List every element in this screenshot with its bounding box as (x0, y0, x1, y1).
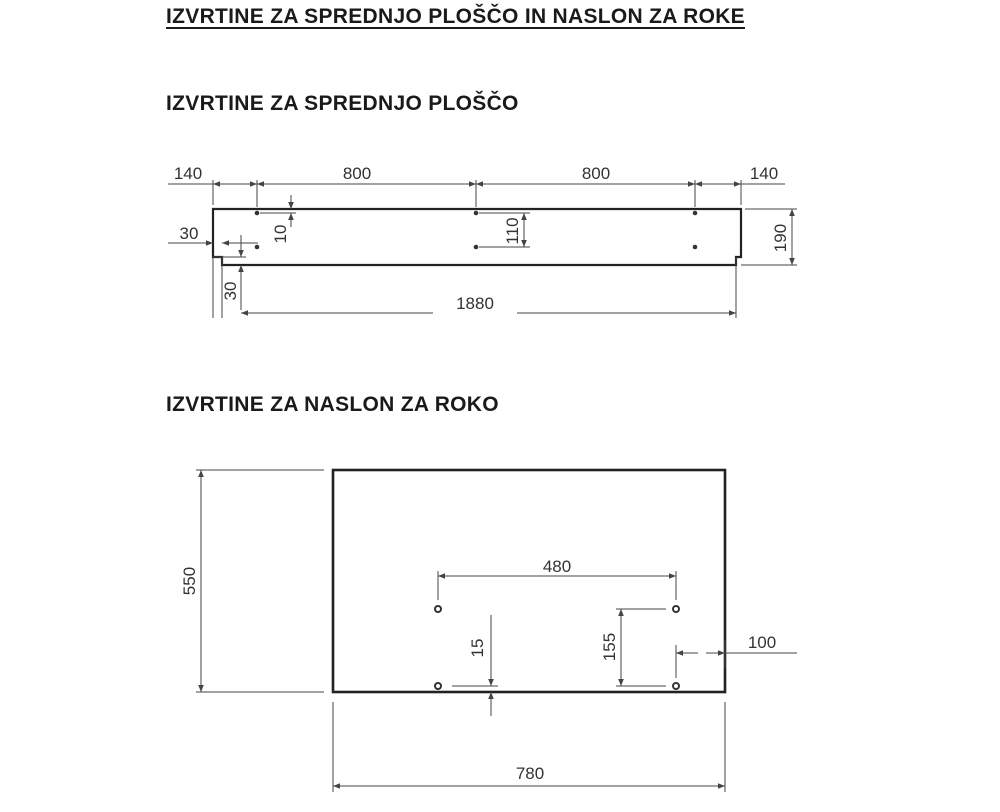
dim-hole-edge: 10 (271, 224, 290, 244)
dim-right-offset: 140 (749, 164, 779, 183)
dim-panel-height: 190 (771, 223, 790, 253)
dim-armrest-hole-spacing-v: 155 (600, 632, 619, 662)
dim-armrest-right-offset: 100 (747, 633, 777, 652)
page-title: IZVRTINE ZA SPREDNJO PLOŠČO IN NASLON ZA ROKE (166, 5, 745, 28)
front-panel-outline (213, 209, 741, 265)
front-panel-drawing (168, 164, 797, 318)
armrest-hole (435, 683, 441, 689)
front-hole (255, 211, 260, 216)
dim-armrest-hole-spacing-h: 480 (542, 557, 572, 576)
armrest-heading: IZVRTINE ZA NASLON ZA ROKO (166, 393, 499, 416)
dim-left-offset: 140 (173, 164, 203, 183)
dim-armrest-height: 550 (180, 566, 199, 596)
armrest-outline (333, 470, 725, 692)
dim-armrest-width: 780 (515, 764, 545, 783)
armrest-hole (673, 606, 679, 612)
dim-armrest-hole-edge: 15 (468, 638, 487, 658)
dim-hole-spacing: 110 (503, 217, 522, 245)
dim-total-width: 1880 (456, 294, 494, 313)
front-panel-heading: IZVRTINE ZA SPREDNJO PLOŠČO (166, 92, 519, 115)
armrest-hole (435, 606, 441, 612)
dim-span-right: 800 (581, 164, 611, 183)
front-hole (474, 245, 479, 250)
dim-span-left: 800 (342, 164, 372, 183)
front-hole (474, 211, 479, 216)
armrest-hole (673, 683, 679, 689)
dim-notch-width: 30 (179, 224, 199, 243)
dim-notch-height: 30 (221, 281, 240, 301)
front-hole (255, 245, 260, 250)
front-hole (693, 245, 698, 250)
front-hole (693, 211, 698, 216)
armrest-drawing (180, 470, 797, 792)
